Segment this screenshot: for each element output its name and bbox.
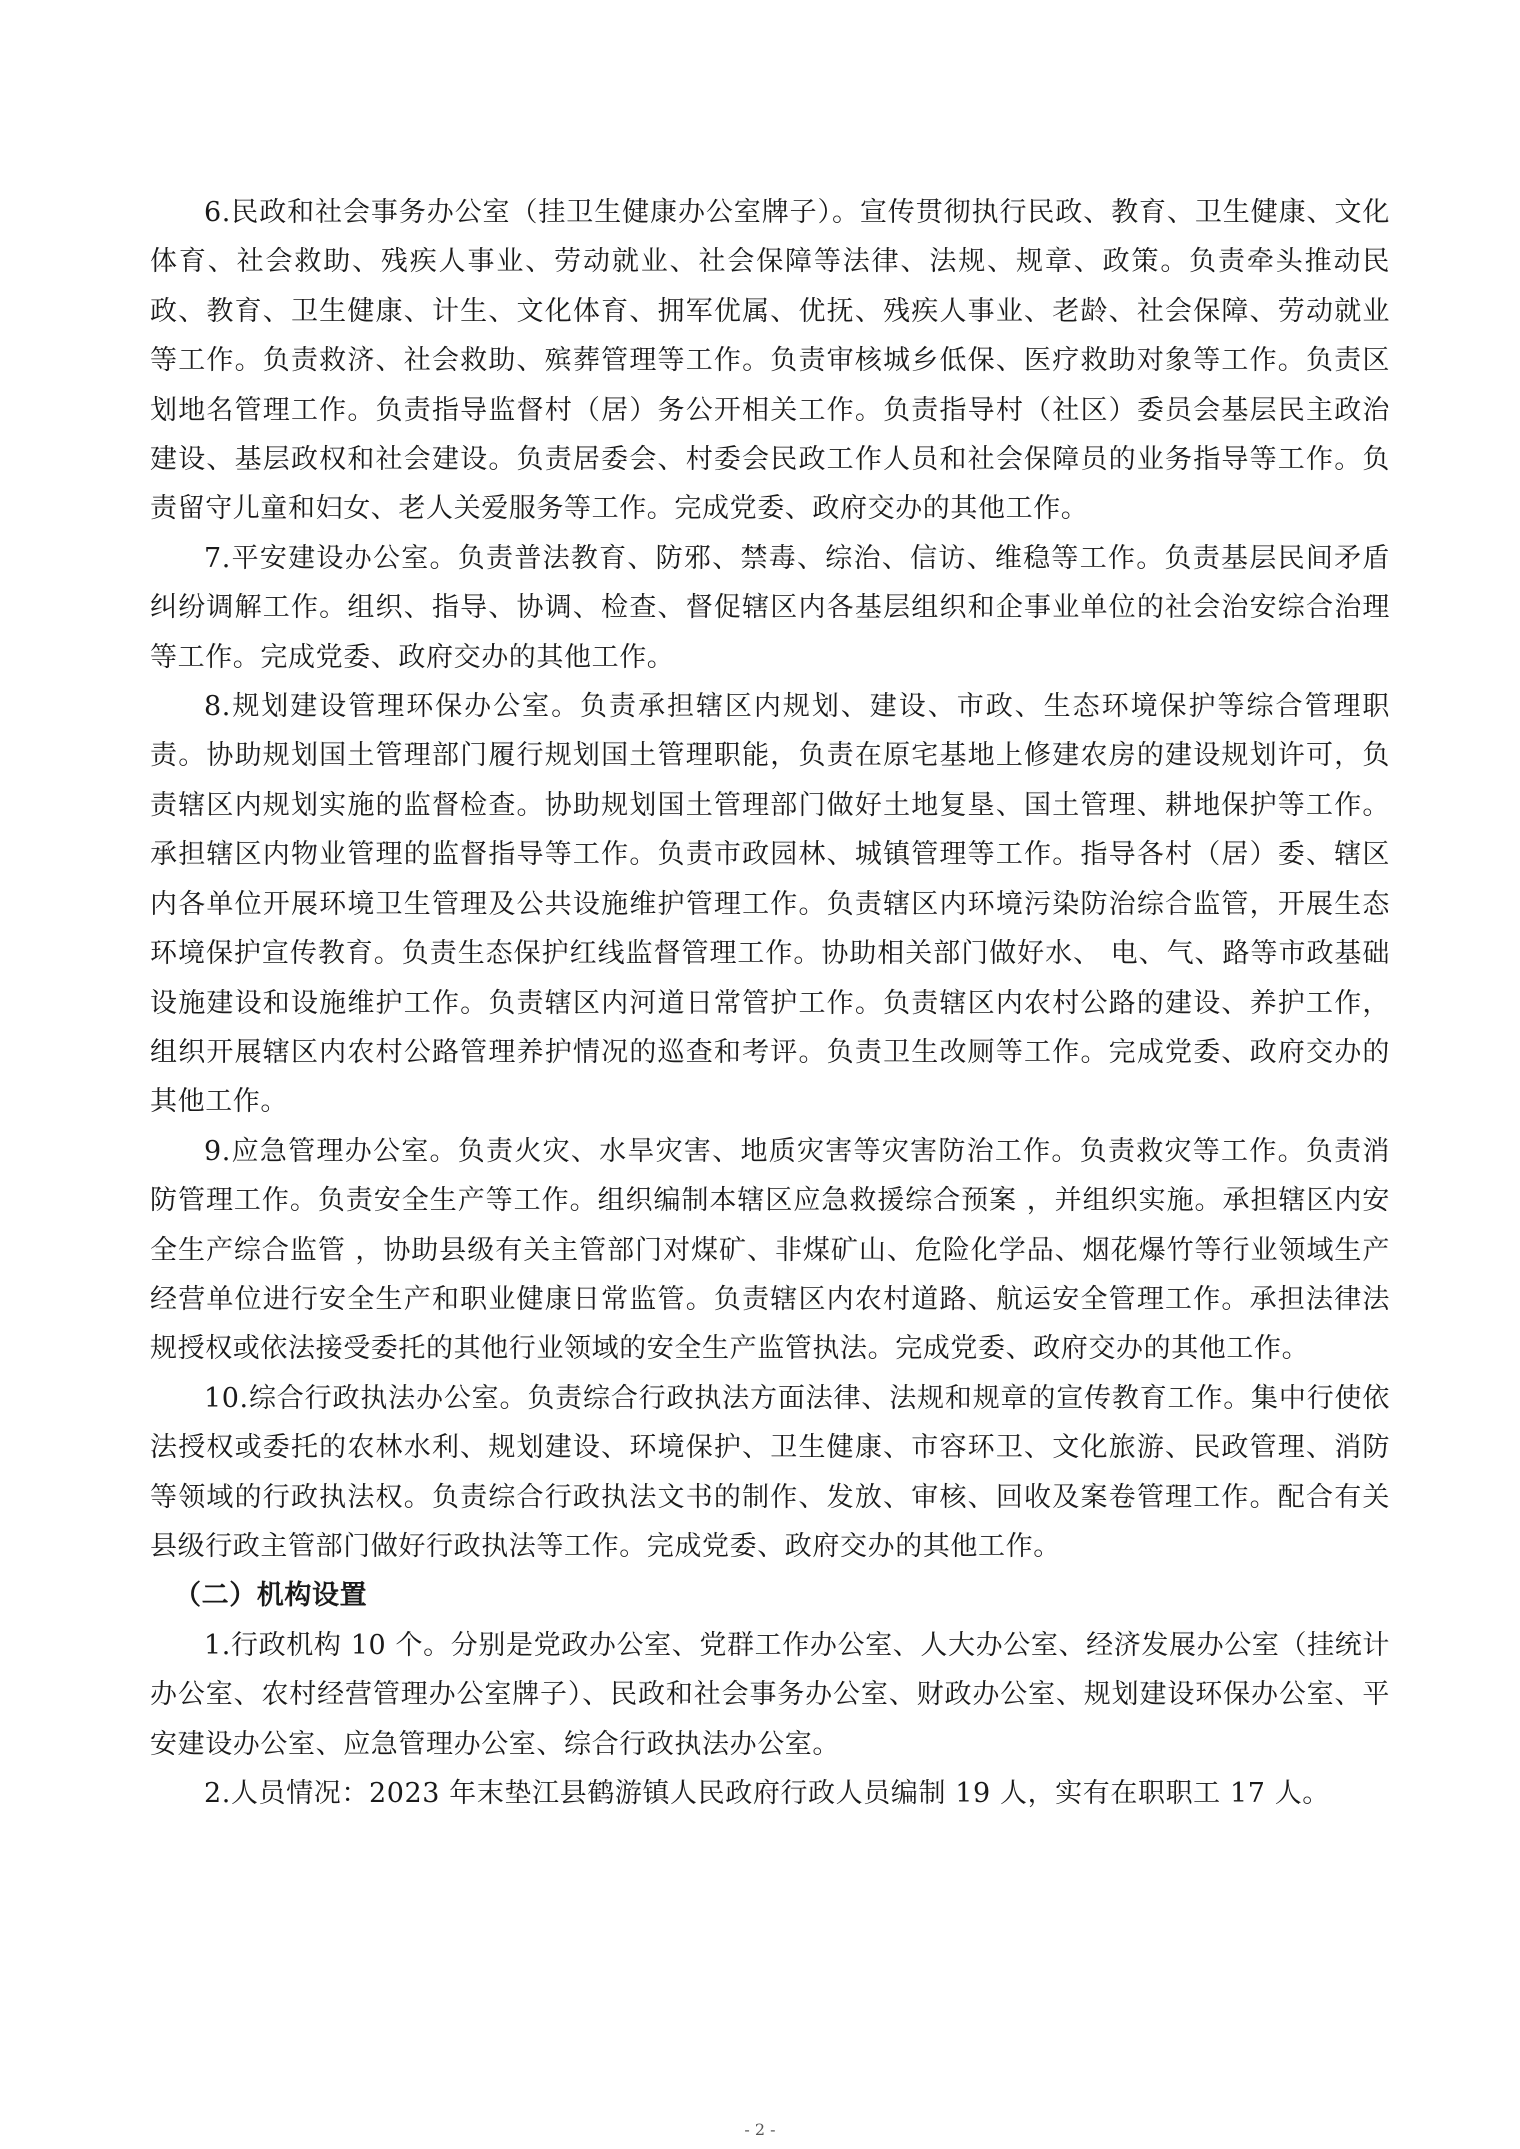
paragraph-civil-affairs-office: 6.民政和社会事务办公室（挂卫生健康办公室牌子）。宣传贯彻执行民政、教育、卫生健康、文化体育、社会救助、残疾人事业、劳动就业、社会保障等法律、法规、规章、政策。负责牵头推动民政、教育、卫生健康、计生、文化体育、拥军优属、优抚、残疾人事业、老龄、社会保障、劳动就业等工作。负责救济、社会救助、殡葬管理等工作。负责审核城乡低保、医疗救助对象等工作。负责区划地名管理工作。负责指导监督村（居）务公开相关工作。负责指导村（社区）委员会基层民主政治建设、基层政权和社会建设。负责居委会、村委会民政工作人员和社会保障员的业务指导等工作。负责留守儿童和妇女、老人关爱服务等工作。完成党委、政府交办的其他工作。: [150, 197, 1390, 525]
section-heading-organization: （二）机构设置: [174, 1580, 368, 1612]
paragraph-staffing: 2.人员情况：2023 年末垫江县鹤游镇人民政府行政人员编制 19 人，实有在职职工 17 人。: [204, 1778, 1330, 1809]
document-body: [150, 188, 1390, 1818]
paragraph-planning-construction-office: 8.规划建设管理环保办公室。负责承担辖区内规划、建设、市政、生态环境保护等综合管理职责。协助规划国土管理部门履行规划国土管理职能，负责在原宅基地上修建农房的建设规划许可，负责辖区内规划实施的监督检查。协助规划国土管理部门做好土地复垦、国土管理、耕地保护等工作。承担辖区内物业管理的监督指导等工作。负责市政园林、城镇管理等工作。指导各村（居）委、辖区内各单位开展环境卫生管理及公共设施维护管理工作。负责辖区内环境污染防治综合监管，开展生态环境保护宣传教育。负责生态保护红线监督管理工作。协助相关部门做好水、 电、气、路等市政基础设施建设和设施维护工作。负责辖区内河道日常管护工作。负责辖区内农村公路的建设、养护工作，组织开展辖区内农村公路管理养护情况的巡查和考评。负责卫生改厕等工作。完成党委、政府交办的其他工作。: [150, 691, 1390, 1118]
page-number: - 2 -: [744, 2120, 776, 2139]
paragraph-law-enforcement-office: 10.综合行政执法办公室。负责综合行政执法方面法律、法规和规章的宣传教育工作。集中行使依法授权或委托的农林水利、规划建设、环境保护、卫生健康、市容环卫、文化旅游、民政管理、消防等领域的行政执法权。负责综合行政执法文书的制作、发放、审核、回收及案卷管理工作。配合有关县级行政主管部门做好行政执法等工作。完成党委、政府交办的其他工作。: [150, 1382, 1390, 1562]
paragraph-safety-construction-office: 7.平安建设办公室。负责普法教育、防邪、禁毒、综治、信访、维稳等工作。负责基层民间矛盾纠纷调解工作。组织、指导、协调、检查、督促辖区内各基层组织和企事业单位的社会治安综合治理等工作。完成党委、政府交办的其他工作。: [150, 542, 1390, 673]
paragraph-emergency-management-office: 9.应急管理办公室。负责火灾、水旱灾害、地质灾害等灾害防治工作。负责救灾等工作。负责消防管理工作。负责安全生产等工作。组织编制本辖区应急救援综合预案 ，并组织实施。承担辖区内安全生产综合监管 ，协助县级有关主管部门对煤矿、非煤矿山、危险化学品、烟花爆竹等行业领域生产经营单位进行安全生产和职业健康日常监管。负责辖区内农村道路、航运安全管理工作。承担法律法规授权或依法接受委托的其他行业领域的安全生产监管执法。完成党委、政府交办的其他工作。: [150, 1135, 1390, 1365]
paragraph-administrative-agencies: 1.行政机构 10 个。分别是党政办公室、党群工作办公室、人大办公室、经济发展办公室（挂统计办公室、农村经营管理办公室牌子）、民政和社会事务办公室、财政办公室、规划建设环保办公室、平安建设办公室、应急管理办公室、综合行政执法办公室。: [150, 1629, 1390, 1760]
